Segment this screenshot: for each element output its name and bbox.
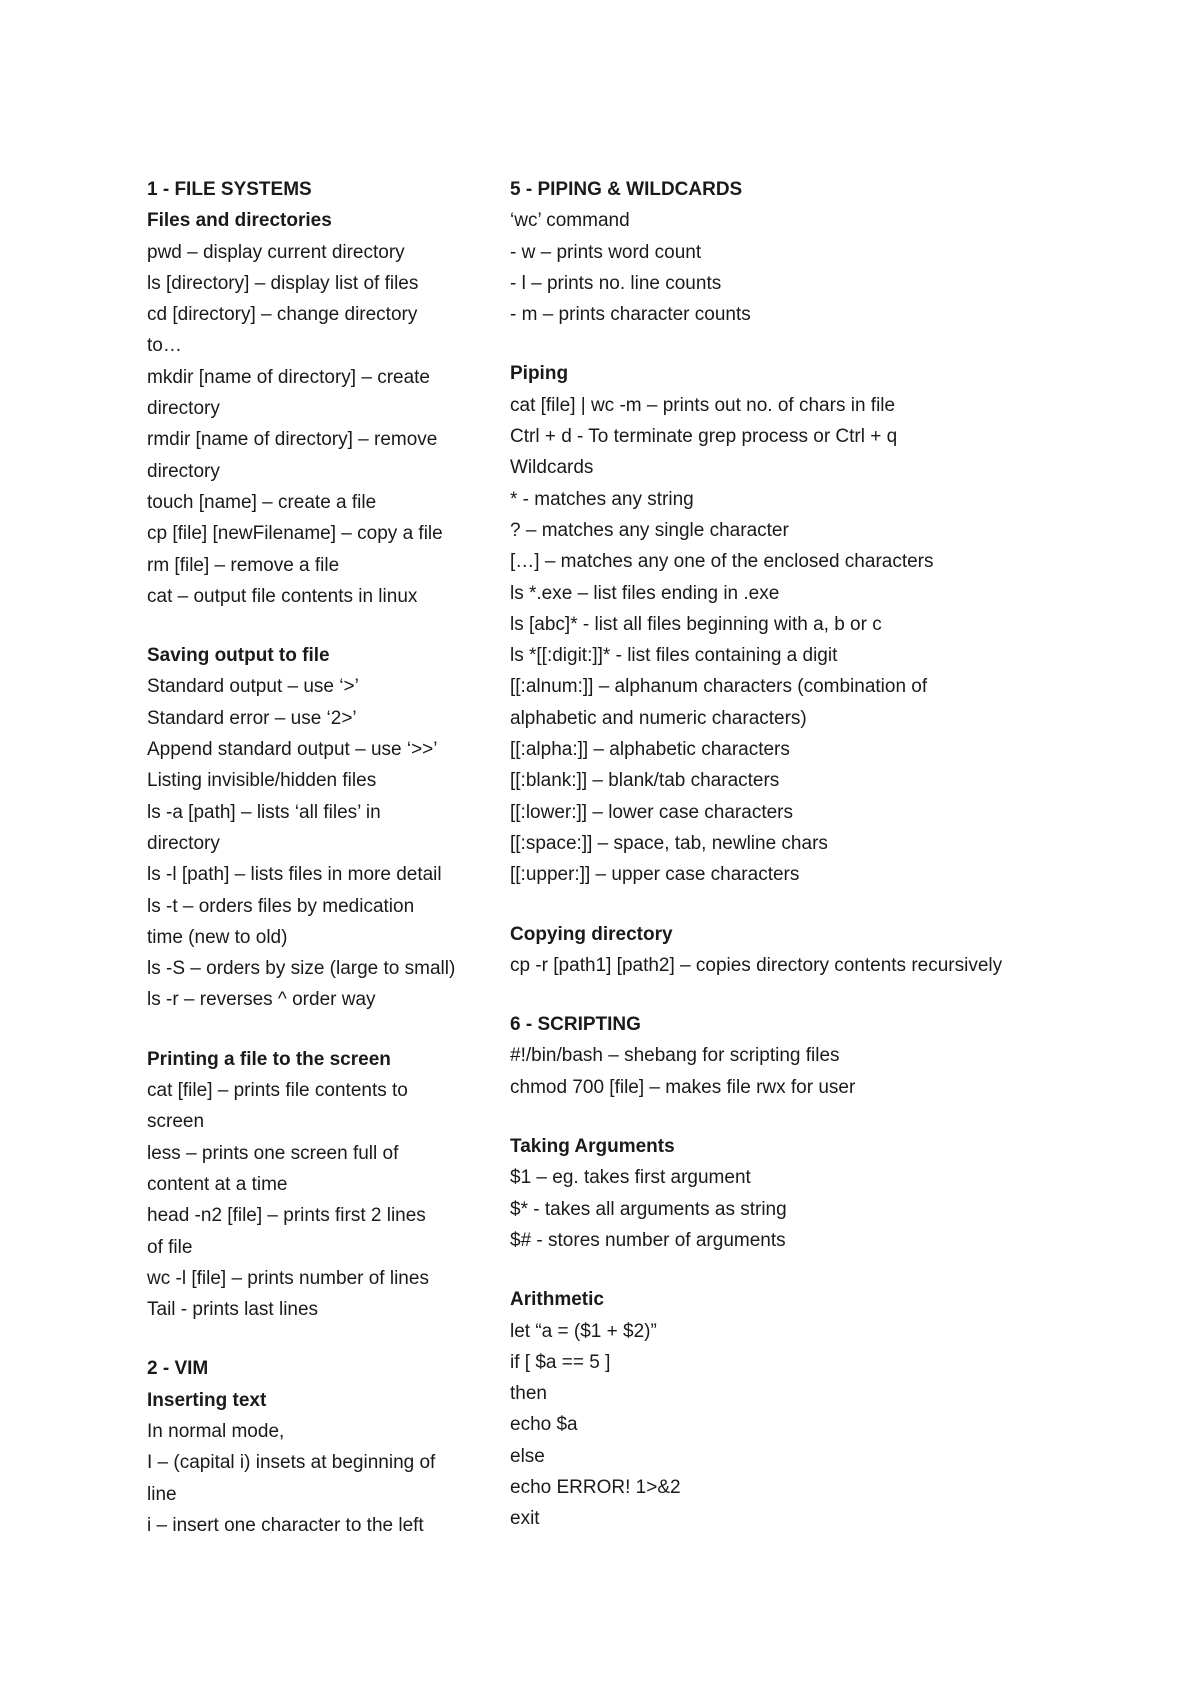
text-line: echo ERROR! 1>&2 <box>510 1476 681 1498</box>
section-heading-saving-output-to-file: Saving output to file <box>147 645 330 667</box>
text-line: touch [name] – create a file <box>147 491 377 513</box>
section-heading-arithmetic: Arithmetic <box>510 1289 604 1311</box>
text-line: chmod 700 [file] – makes file rwx for user <box>510 1076 856 1098</box>
text-line: mkdir [name of directory] – create <box>147 366 430 388</box>
text-line: rm [file] – remove a file <box>147 554 340 576</box>
text-line: to… <box>147 335 182 357</box>
text-line: [[:alnum:]] – alphanum characters (combination of <box>510 676 928 698</box>
text-line: alphabetic and numeric characters) <box>510 707 807 729</box>
text-line: directory <box>147 460 220 482</box>
text-line: cd [directory] – change directory <box>147 304 418 326</box>
blank-spacer <box>510 891 1100 919</box>
text-line: Append standard output – use ‘>>’ <box>147 739 438 761</box>
section-heading-6-scripting: 6 - SCRIPTING <box>510 1014 641 1036</box>
text-line: ls *[[:digit:]]* - list files containing a digit <box>510 645 838 667</box>
text-line: - l – prints no. line counts <box>510 272 722 294</box>
text-line: Standard output – use ‘>’ <box>147 676 359 698</box>
section-heading-piping: Piping <box>510 363 569 385</box>
text-line: i – insert one character to the left <box>147 1514 424 1536</box>
text-line: ? – matches any single character <box>510 519 789 541</box>
text-line: $1 – eg. takes first argument <box>510 1167 751 1189</box>
text-line: - w – prints word count <box>510 241 702 263</box>
text-line: ls -a [path] – lists ‘all files’ in <box>147 801 381 823</box>
section-heading-inserting-text: Inserting text <box>147 1389 267 1411</box>
text-line: ‘wc’ command <box>510 210 630 232</box>
text-line: $# - stores number of arguments <box>510 1229 786 1251</box>
text-line: ls [directory] – display list of files <box>147 272 419 294</box>
text-line: ls [abc]* - list all files beginning with a, b or c <box>510 613 882 635</box>
text-line: Standard error – use ‘2>’ <box>147 707 357 729</box>
section-heading-5-piping-wildcards: 5 - PIPING & WILDCARDS <box>510 179 743 200</box>
text-line: […] – matches any one of the enclosed characters <box>510 551 934 573</box>
text-line: cat [file] – prints file contents to <box>147 1080 408 1102</box>
text-line: Listing invisible/hidden files <box>147 770 377 792</box>
text-line: cat [file] | wc -m – prints out no. of chars in file <box>510 394 896 416</box>
blank-spacer <box>147 1325 477 1353</box>
text-line: content at a time <box>147 1173 288 1195</box>
blank-spacer <box>510 1103 1100 1131</box>
left-column <box>147 174 477 1541</box>
section-heading-copying-directory: Copying directory <box>510 923 673 945</box>
text-line: rmdir [name of directory] – remove <box>147 429 438 451</box>
text-line: - m – prints character counts <box>510 304 751 326</box>
section-heading-files-and-directories: Files and directories <box>147 210 332 232</box>
text-line: I – (capital i) insets at beginning of <box>147 1452 436 1474</box>
text-line: of file <box>147 1236 193 1258</box>
text-line: less – prints one screen full of <box>147 1142 399 1164</box>
text-line: then <box>510 1383 547 1405</box>
text-line: echo $a <box>510 1414 578 1436</box>
text-line: cp -r [path1] [path2] – copies directory contents recursively <box>510 954 1003 976</box>
text-line: pwd – display current directory <box>147 241 405 263</box>
text-line: Tail - prints last lines <box>147 1299 319 1321</box>
text-line: [[:alpha:]] – alphabetic characters <box>510 739 790 761</box>
text-line: Wildcards <box>510 457 594 479</box>
blank-spacer <box>510 330 1100 358</box>
text-line: * - matches any string <box>510 488 694 510</box>
text-line: head -n2 [file] – prints first 2 lines <box>147 1205 426 1227</box>
text-line: ls -r – reverses ^ order way <box>147 989 376 1011</box>
section-heading-1-file-systems: 1 - FILE SYSTEMS <box>147 179 312 200</box>
text-line: ls *.exe – list files ending in .exe <box>510 582 780 604</box>
text-line: [[:blank:]] – blank/tab characters <box>510 770 780 792</box>
text-line: ls -t – orders files by medication <box>147 895 415 917</box>
text-line: In normal mode, <box>147 1420 285 1442</box>
blank-spacer <box>147 612 477 640</box>
text-line: screen <box>147 1111 205 1133</box>
text-line: [[:upper:]] – upper case characters <box>510 864 800 886</box>
section-heading-taking-arguments: Taking Arguments <box>510 1136 675 1158</box>
blank-spacer <box>510 1256 1100 1284</box>
text-line: ls -l [path] – lists files in more detail <box>147 864 442 886</box>
text-line: else <box>510 1445 545 1467</box>
blank-spacer <box>510 981 1100 1009</box>
text-line: Ctrl + d - To terminate grep process or Ctrl + q <box>510 426 898 448</box>
text-line: time (new to old) <box>147 926 288 948</box>
blank-spacer <box>147 1016 477 1044</box>
section-heading-printing-a-file-to-the-screen: Printing a file to the screen <box>147 1048 391 1070</box>
section-heading-2-vim: 2 - VIM <box>147 1358 209 1380</box>
text-line: directory <box>147 398 220 420</box>
text-line: cp [file] [newFilename] – copy a file <box>147 523 443 545</box>
text-line: wc -l [file] – prints number of lines <box>147 1267 429 1289</box>
text-line: [[:lower:]] – lower case characters <box>510 801 793 823</box>
text-line: cat – output file contents in linux <box>147 585 418 607</box>
text-line: #!/bin/bash – shebang for scripting files <box>510 1045 840 1067</box>
text-line: line <box>147 1483 177 1505</box>
text-line: exit <box>510 1508 540 1530</box>
text-line: $* - takes all arguments as string <box>510 1198 787 1220</box>
text-line: directory <box>147 832 220 854</box>
text-line: ls -S – orders by size (large to small) <box>147 958 456 980</box>
text-line: [[:space:]] – space, tab, newline chars <box>510 832 828 854</box>
right-column <box>510 174 1100 1535</box>
text-line: if [ $a == 5 ] <box>510 1351 611 1373</box>
text-line: let “a = ($1 + $2)” <box>510 1320 657 1342</box>
